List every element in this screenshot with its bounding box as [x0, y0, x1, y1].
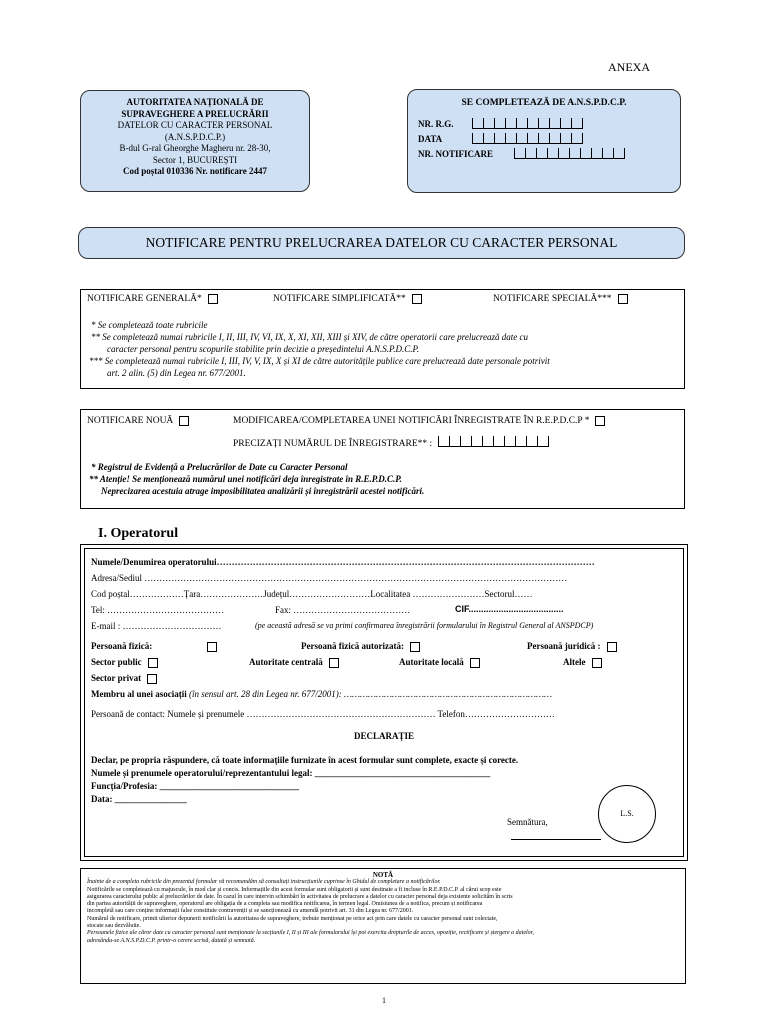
- pj-checkbox[interactable]: Persoană juridică :: [527, 641, 617, 652]
- seal-stamp: L.S.: [598, 785, 656, 843]
- private-sector-checkbox[interactable]: Sector privat: [91, 673, 157, 684]
- note-line: din partea autorității de supraveghere, operatorul are obligația de a completa sau modifica notificarea, în termen legal. Omisiunea de a notifica, precum și notificarea: [87, 901, 483, 908]
- operator-section: [80, 544, 688, 861]
- authority-line: (A.N.S.P.D.C.P.): [164, 131, 226, 142]
- authority-line: B-dul G-ral Gheorghe Magheru nr. 28-30,: [119, 143, 271, 153]
- note-line: Persoanele fizice ale căror date cu caracter personal sunt menționate la secțiunile I, II și III ale formularului își pot exercita drepturile de acces, opoziție, rectificare și ștergere a datelor,: [87, 930, 534, 937]
- email-note: (pe această adresă se va primi confirmarea înregistrării formularului în Registrul General al ANSPDCP): [255, 621, 594, 630]
- note-box: [80, 868, 686, 984]
- note: art. 2 alin. (5) din Legea nr. 677/2001.: [107, 368, 246, 378]
- general-checkbox[interactable]: NOTIFICARE GENERALĂ*: [87, 294, 218, 304]
- note-line: adresându-se A.N.S.P.D.C.P. printr-o cerere scrisă, datată și semnată.: [87, 937, 256, 944]
- page-title: NOTIFICARE PENTRU PRELUCRAREA DATELOR CU CARACTER PERSONAL: [78, 227, 685, 259]
- special-checkbox[interactable]: NOTIFICARE SPECIALĂ***: [493, 294, 628, 304]
- pf-checkbox[interactable]: Persoană fizică:: [91, 641, 217, 652]
- name-field[interactable]: Numele/Denumirea operatorului………………………………………………………………………………………………………………: [91, 557, 595, 567]
- authority-box: [80, 90, 310, 192]
- note: * Se completează toate rubricile: [91, 320, 208, 330]
- note: Neprecizarea acestuia atrage imposibilitatea analizării și înregistrării acestei notificări.: [101, 486, 425, 496]
- address-field[interactable]: Adresa/Sediul ……………………………………………………………………………………………………………………………: [91, 573, 568, 583]
- profession-field[interactable]: Funcția/Profesia: _______________________________: [91, 781, 300, 791]
- public-sector-checkbox[interactable]: Sector public: [91, 657, 158, 668]
- authority-line: Sector 1, BUCUREȘTI: [152, 154, 238, 165]
- registry-box: [407, 89, 681, 193]
- registry-title: SE COMPLETEAZĂ DE A.N.S.P.D.C.P.: [461, 98, 627, 108]
- note-line: incompletă sau care conține informații false constituie contravenții și se sancționează cu amendă potrivit art. 31 din Legea nr. 677/2001.: [87, 908, 414, 915]
- page-number: 1: [382, 996, 386, 1005]
- new-notification-checkbox[interactable]: NOTIFICARE NOUĂ: [87, 416, 189, 426]
- signature-line[interactable]: [511, 839, 601, 840]
- notification-status-section: [80, 409, 685, 509]
- authority-line: Cod poștal 010336 Nr. notificare 2447: [123, 166, 267, 176]
- authority-line: DATELOR CU CARACTER PERSONAL: [117, 120, 273, 130]
- note-line: Înainte de a completa rubricile din prezentul formular vă recomandăm să consultați instrucțiunile cuprinse în Ghidul de completare a notificărilor.: [87, 879, 441, 886]
- registration-number-field[interactable]: PRECIZAȚI NUMĂRUL DE ÎNREGISTRARE** :: [233, 436, 549, 449]
- central-authority-checkbox[interactable]: Autoritate centrală: [249, 657, 339, 668]
- nr-notificare-row[interactable]: NR. NOTIFICARE: [418, 148, 670, 159]
- association-field[interactable]: Membru al unei asociații (în sensul art. 28 din Legea nr. 677/2001): ……………………………………………………………………: [91, 689, 553, 699]
- note: ** Atenție! Se menționează numărul unei notificări deja înregistrate în R.E.P.D.C.P.: [89, 474, 402, 484]
- email-field[interactable]: E-mail : ……………………………: [91, 621, 222, 631]
- note: ** Se completează numai rubricile I, II, III, IV, VI, IX, X, XI, XII, XIII și XIV, de către operatorii care prelucrează date cu: [91, 332, 528, 342]
- authority-line: SUPRAVEGHERE A PRELUCRĂRII: [121, 108, 269, 119]
- notification-type-section: [80, 289, 685, 389]
- representative-field[interactable]: Numele și prenumele operatorului/reprezentantului legal: _______________________________________: [91, 768, 491, 778]
- note: caracter personal pentru scopurile stabilite prin decizie a președintelui A.N.S.P.D.C.P.: [107, 344, 420, 354]
- other-checkbox[interactable]: Altele: [563, 657, 602, 668]
- note: * Registrul de Evidență a Prelucrărilor de Date cu Caracter Personal: [91, 462, 348, 472]
- fax-field[interactable]: Fax: …………………………………: [275, 605, 411, 615]
- phone-field[interactable]: Tel: …………………………………: [91, 605, 225, 615]
- section-heading: I. Operatorul: [98, 526, 179, 541]
- contact-field[interactable]: Persoană de contact: Numele și prenumele ……………………………………………………… Telefon…………………………: [91, 709, 555, 719]
- date-field[interactable]: Data: ________________: [91, 794, 187, 804]
- note-line: Numărul de notificare, primit ulterior depunerii notificării la autoritatea de supraveghere, trebuie menționat pe orice act prin care datele cu caracter personal sunt colectate,: [87, 915, 498, 922]
- cif-field[interactable]: CIF......................................: [455, 604, 564, 614]
- local-authority-checkbox[interactable]: Autoritate locală: [399, 657, 480, 668]
- note: *** Se completează numai rubricile I, III, IV, V, IX, X și XI de către autoritățile publice care prelucrează date personale potrivit: [89, 356, 550, 366]
- note-title: NOTĂ: [372, 871, 394, 879]
- postal-field[interactable]: Cod poștal………………Țara…………………Județul………………………Localitatea ……………………Sectorul……: [91, 589, 533, 599]
- simplified-checkbox[interactable]: NOTIFICARE SIMPLIFICATĂ**: [273, 294, 422, 304]
- data-row[interactable]: DATA: [418, 133, 670, 144]
- signature-label: Semnătura,: [507, 817, 548, 827]
- nr-rg-row[interactable]: NR. R.G.: [418, 118, 670, 129]
- note-line: asigurarea caracterului public al prelucrărilor de date. În cazul în care intervin schimbări în activitatea de prelucrare a datelor cu caracter personal deja existente solicităm în scris: [87, 893, 513, 900]
- note-line: Notificările se completează cu majuscule, în mod clar și concis. Informațiile din acest formular sunt obligatorii și sunt destinate a fi incluse în R.E.P.D.C.P. al cărui scop este: [87, 886, 502, 893]
- declaration-text: Declar, pe propria răspundere, că toate informațiile furnizate în acest formular sunt complete, exacte și corecte.: [91, 755, 519, 765]
- pfa-checkbox[interactable]: Persoană fizică autorizată:: [301, 641, 420, 652]
- declaration-title: DECLARAȚIE: [353, 731, 414, 741]
- annex-label: ANEXA: [608, 60, 650, 74]
- authority-line: AUTORITATEA NAȚIONALĂ DE: [126, 97, 264, 107]
- note-line: stocate sau dezvăluite.: [87, 923, 141, 930]
- modify-notification-checkbox[interactable]: MODIFICAREA/COMPLETAREA UNEI NOTIFICĂRI ÎNREGISTRATE ÎN R.E.P.D.C.P *: [233, 416, 605, 426]
